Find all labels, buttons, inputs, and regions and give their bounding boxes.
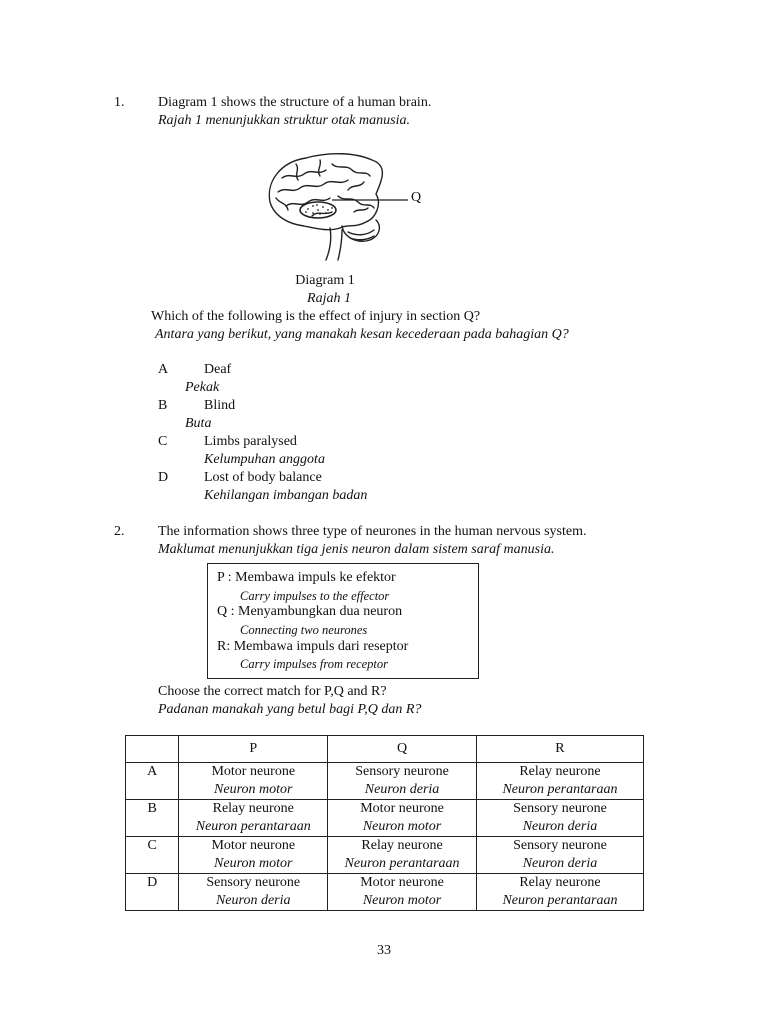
- cell-ms: Neuron motor: [362, 893, 442, 908]
- cell-ms: Neuron perantaraan: [502, 893, 618, 908]
- cell-en: Motor neurone: [360, 801, 444, 816]
- option-a-ms: Pekak: [185, 380, 220, 395]
- cell-ms: Neuron deria: [522, 856, 598, 871]
- table-cell: [328, 874, 477, 911]
- cell-en: Relay neurone: [361, 838, 443, 853]
- q1-question-en: Which of the following is the effect of injury in section Q?: [151, 309, 481, 324]
- cell-en: Sensory neurone: [513, 838, 607, 853]
- brain-diagram: [262, 150, 432, 262]
- box-p-sub: Carry impulses to the effector: [240, 589, 390, 603]
- q2-choose-ms: Padanan manakah yang betul bagi P,Q dan R?: [158, 702, 422, 717]
- option-a-en: Deaf: [204, 362, 232, 377]
- row-letter: A: [126, 763, 179, 800]
- row-letter: D: [126, 874, 179, 911]
- row-letter: C: [126, 837, 179, 874]
- table-row: [126, 874, 644, 911]
- option-c-letter: C: [158, 434, 168, 449]
- table-row: [126, 800, 644, 837]
- table-cell: [179, 837, 328, 874]
- table-header-r: R: [476, 736, 643, 763]
- table-header-blank: [126, 736, 179, 763]
- cell-ms: Neuron deria: [215, 893, 291, 908]
- box-q-label: Q : Menyambungkan dua neuron: [217, 604, 403, 619]
- option-b-en: Blind: [204, 398, 236, 413]
- table-row: [126, 837, 644, 874]
- option-b-letter: B: [158, 398, 168, 413]
- table-header-p: P: [179, 736, 328, 763]
- page-number: 33: [377, 943, 391, 958]
- answer-table: [125, 735, 644, 911]
- cell-ms: Neuron deria: [364, 782, 440, 797]
- table-cell: [328, 763, 477, 800]
- table-cell: [328, 837, 477, 874]
- cell-en: Sensory neurone: [355, 764, 449, 779]
- box-r-sub: Carry impulses from receptor: [240, 657, 389, 671]
- cell-en: Motor neurone: [211, 764, 296, 779]
- q1-question-ms: Antara yang berikut, yang manakah kesan kecederaan pada bahagian Q?: [155, 327, 569, 342]
- diagram-label-q: Q: [411, 190, 422, 205]
- table-cell: [328, 800, 477, 837]
- cell-en: Sensory neurone: [206, 875, 301, 890]
- cell-en: Relay neurone: [212, 801, 294, 816]
- cell-ms: Neuron perantaraan: [195, 819, 311, 834]
- table-cell: [476, 837, 643, 874]
- cell-en: Motor neurone: [211, 838, 296, 853]
- cell-ms: Neuron motor: [362, 819, 442, 834]
- box-r-label: R: Membawa impuls dari reseptor: [217, 639, 409, 654]
- diagram-caption-ms: Rajah 1: [307, 291, 351, 306]
- option-d-en: Lost of body balance: [204, 470, 322, 485]
- table-row: [126, 763, 644, 800]
- option-d-letter: D: [158, 470, 169, 485]
- cell-ms: Neuron deria: [522, 819, 598, 834]
- cell-ms: Neuron perantaraan: [344, 856, 460, 871]
- option-c-ms: Kelumpuhan anggota: [204, 452, 325, 467]
- q1-stem-ms: Rajah 1 menunjukkan struktur otak manusia.: [158, 113, 410, 128]
- cell-ms: Neuron motor: [214, 856, 293, 871]
- table-header-q: Q: [328, 736, 477, 763]
- table-cell: [476, 874, 643, 911]
- q2-stem-ms: Maklumat menunjukkan tiga jenis neuron dalam sistem saraf manusia.: [158, 542, 555, 557]
- cell-ms: Neuron perantaraan: [502, 782, 618, 797]
- option-a-letter: A: [158, 362, 169, 377]
- option-b-ms: Buta: [185, 416, 212, 431]
- q1-stem-en: Diagram 1 shows the structure of a human brain.: [158, 95, 432, 110]
- table-cell: [179, 800, 328, 837]
- q2-choose-en: Choose the correct match for P,Q and R?: [158, 684, 387, 699]
- box-q-sub: Connecting two neurones: [240, 623, 368, 637]
- q2-number: 2.: [114, 524, 125, 539]
- cell-ms: Neuron motor: [214, 782, 293, 797]
- q2-stem-en: The information shows three type of neurones in the human nervous system.: [158, 524, 587, 539]
- table-cell: [476, 763, 643, 800]
- cell-en: Relay neurone: [519, 875, 601, 890]
- table-cell: [179, 874, 328, 911]
- cell-en: Relay neurone: [519, 764, 601, 779]
- table-cell: [476, 800, 643, 837]
- cell-en: Sensory neurone: [513, 801, 607, 816]
- option-c-en: Limbs paralysed: [204, 434, 297, 449]
- q1-number: 1.: [114, 95, 125, 110]
- table-header-row: [126, 736, 644, 763]
- box-p-label: P : Membawa impuls ke efektor: [217, 570, 396, 585]
- row-letter: B: [126, 800, 179, 837]
- cell-en: Motor neurone: [360, 875, 444, 890]
- diagram-caption-en: Diagram 1: [295, 273, 355, 288]
- option-d-ms: Kehilangan imbangan badan: [204, 488, 368, 503]
- table-cell: [179, 763, 328, 800]
